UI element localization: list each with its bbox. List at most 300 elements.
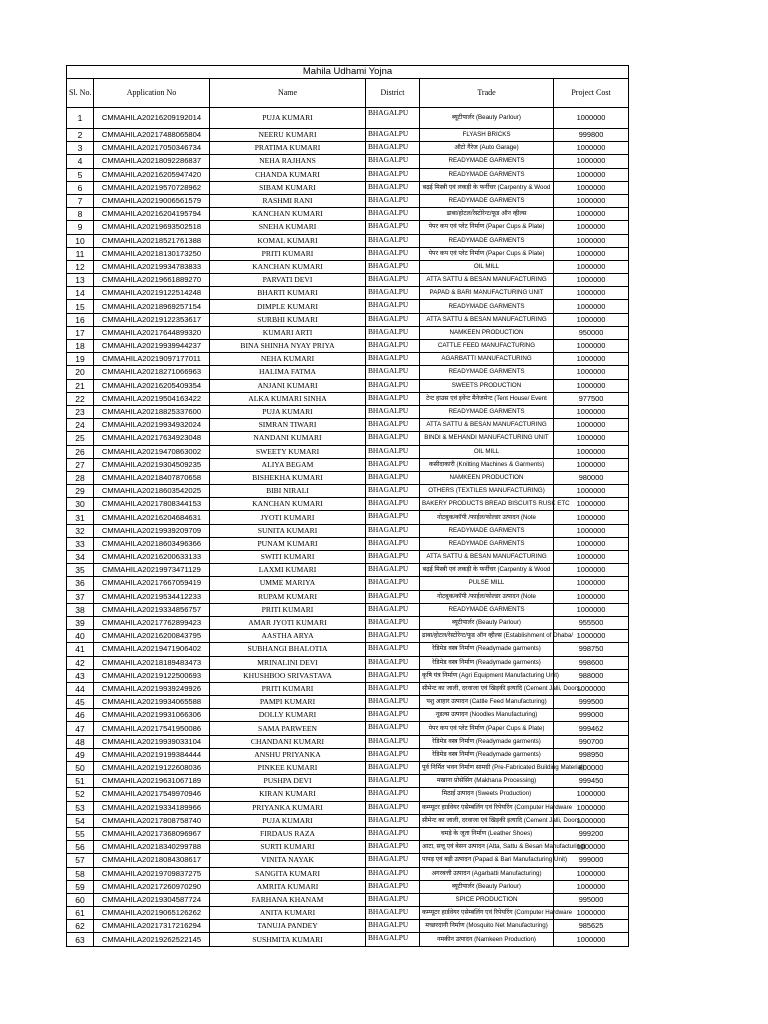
cell-district: BHAGALPU: [366, 274, 420, 287]
table-row: [67, 722, 629, 735]
table-row: [67, 933, 629, 946]
cell-sl-no: 19: [67, 353, 94, 366]
cell-district: BHAGALPU: [366, 709, 420, 722]
cell-sl-no: 7: [67, 194, 94, 207]
cell-trade: READYMADE GARMENTS: [420, 405, 554, 418]
cell-district: BHAGALPU: [366, 221, 420, 234]
cell-district: BHAGALPU: [366, 168, 420, 181]
cell-sl-no: 12: [67, 260, 94, 273]
cell-name: ANSHU PRIYANKA: [210, 748, 366, 761]
cell-trade: ब्यूटीपार्लर (Beauty Parlour): [420, 108, 554, 129]
cell-trade: कृषि यंत्र निर्माण (Agri Equipment Manufacturing Unit): [420, 669, 554, 682]
cell-application-no: CMMAHILA20218603542025: [94, 485, 210, 498]
cell-district: BHAGALPU: [366, 577, 420, 590]
cell-application-no: CMMAHILA20219304509235: [94, 458, 210, 471]
cell-project-cost: 990700: [554, 735, 629, 748]
cell-application-no: CMMAHILA20216205409354: [94, 379, 210, 392]
cell-project-cost: 1000000: [554, 142, 629, 155]
cell-trade: नोटबुक/कॉपी /फाईल/फोल्डर उत्पादन (Note: [420, 590, 554, 603]
cell-trade: BAKERY PRODUCTS BREAD BISCUITS RUSK ETC: [420, 498, 554, 511]
cell-project-cost: 995000: [554, 893, 629, 906]
cell-district: BHAGALPU: [366, 669, 420, 682]
cell-trade: मखाना प्रोसेसिंग (Makhana Processing): [420, 775, 554, 788]
cell-name: KHUSHBOO SRIVASTAVA: [210, 669, 366, 682]
cell-project-cost: 1000000: [554, 814, 629, 827]
cell-trade: OIL MILL: [420, 260, 554, 273]
cell-trade: कम्प्यूटर हार्डवेयर एसेम्बलिंग एवं रिपेयरिंग (Computer Hardware: [420, 801, 554, 814]
cell-district: BHAGALPU: [366, 155, 420, 168]
cell-project-cost: 1000000: [554, 260, 629, 273]
cell-trade: पापड़ एवं बड़ी उत्पादन (Papad & Bari Manufacturing Unit): [420, 854, 554, 867]
cell-sl-no: 4: [67, 155, 94, 168]
cell-sl-no: 39: [67, 616, 94, 629]
cell-name: TANUJA PANDEY: [210, 920, 366, 933]
cell-sl-no: 17: [67, 326, 94, 339]
cell-district: BHAGALPU: [366, 907, 420, 920]
cell-name: ANJANI KUMARI: [210, 379, 366, 392]
cell-name: PAMPI KUMARI: [210, 696, 366, 709]
cell-district: BHAGALPU: [366, 208, 420, 221]
cell-trade: READYMADE GARMENTS: [420, 366, 554, 379]
cell-project-cost: 999462: [554, 722, 629, 735]
cell-trade: ब्यूटीपार्लर (Beauty Parlour): [420, 880, 554, 893]
cell-sl-no: 34: [67, 551, 94, 564]
cell-name: FIRDAUS RAZA: [210, 827, 366, 840]
cell-project-cost: 1000000: [554, 603, 629, 616]
cell-sl-no: 1: [67, 108, 94, 129]
cell-name: RASHMI RANI: [210, 194, 366, 207]
cell-trade: पेपर कप एवं प्लेट निर्माण (Paper Cups & Plate): [420, 221, 554, 234]
cell-trade: READYMADE GARMENTS: [420, 537, 554, 550]
cell-application-no: CMMAHILA20217368096967: [94, 827, 210, 840]
cell-sl-no: 20: [67, 366, 94, 379]
cell-application-no: CMMAHILA20218969257154: [94, 300, 210, 313]
cell-sl-no: 61: [67, 907, 94, 920]
table-row: [67, 893, 629, 906]
cell-district: BHAGALPU: [366, 432, 420, 445]
cell-application-no: CMMAHILA20219693502518: [94, 221, 210, 234]
table-row: [67, 788, 629, 801]
cell-trade: पेपर कप एवं प्लेट निर्माण (Paper Cups & Plate): [420, 722, 554, 735]
cell-district: BHAGALPU: [366, 656, 420, 669]
cell-sl-no: 54: [67, 814, 94, 827]
cell-district: BHAGALPU: [366, 458, 420, 471]
cell-application-no: CMMAHILA20219262522145: [94, 933, 210, 946]
table-row: [67, 827, 629, 840]
cell-sl-no: 60: [67, 893, 94, 906]
cell-application-no: CMMAHILA20219471906402: [94, 643, 210, 656]
cell-sl-no: 36: [67, 577, 94, 590]
cell-trade: रेडिमेड वस्त्र निर्माण (Readymade garments): [420, 643, 554, 656]
cell-application-no: CMMAHILA20218603496366: [94, 537, 210, 550]
cell-trade: नमकीन उत्पादन (Namkeen Production): [420, 933, 554, 946]
cell-district: BHAGALPU: [366, 854, 420, 867]
cell-district: BHAGALPU: [366, 485, 420, 498]
cell-sl-no: 8: [67, 208, 94, 221]
cell-project-cost: 1000000: [554, 419, 629, 432]
cell-trade: ऑटो गैरेज (Auto Garage): [420, 142, 554, 155]
cell-application-no: CMMAHILA20219934065588: [94, 696, 210, 709]
cell-project-cost: 800000: [554, 762, 629, 775]
cell-name: SANGITA KUMARI: [210, 867, 366, 880]
cell-sl-no: 46: [67, 709, 94, 722]
cell-trade: मिठाई उत्पादन (Sweets Production): [420, 788, 554, 801]
cell-application-no: CMMAHILA20216205947420: [94, 168, 210, 181]
cell-name: NEERU KUMARI: [210, 129, 366, 142]
cell-sl-no: 45: [67, 696, 94, 709]
cell-application-no: CMMAHILA20219470863002: [94, 445, 210, 458]
cell-name: KIRAN KUMARI: [210, 788, 366, 801]
table-row: [67, 748, 629, 761]
cell-trade: आटा, सत्तू एवं बेसन उत्पादन (Atta, Sattu & Besan Manufacturing): [420, 841, 554, 854]
cell-application-no: CMMAHILA20219570728962: [94, 181, 210, 194]
cell-project-cost: 1000000: [554, 247, 629, 260]
cell-application-no: CMMAHILA20218407870658: [94, 471, 210, 484]
cell-sl-no: 44: [67, 682, 94, 695]
cell-project-cost: 980000: [554, 471, 629, 484]
cell-project-cost: 1000000: [554, 933, 629, 946]
cell-district: BHAGALPU: [366, 498, 420, 511]
cell-district: BHAGALPU: [366, 814, 420, 827]
table-row: [67, 867, 629, 880]
cell-sl-no: 35: [67, 564, 94, 577]
cell-trade: अगरबत्ती उत्पादन (Agarbatti Manufacturing): [420, 867, 554, 880]
cell-application-no: CMMAHILA20219939944237: [94, 340, 210, 353]
cell-sl-no: 27: [67, 458, 94, 471]
header-trade: Trade: [420, 79, 554, 108]
cell-name: SUSHMITA KUMARI: [210, 933, 366, 946]
cell-project-cost: 985625: [554, 920, 629, 933]
cell-name: SWITI KUMARI: [210, 551, 366, 564]
cell-name: AMRITA KUMARI: [210, 880, 366, 893]
cell-trade: कसीदाकारी (Knitting Machines & Garments): [420, 458, 554, 471]
cell-district: BHAGALPU: [366, 696, 420, 709]
cell-application-no: CMMAHILA20217808758740: [94, 814, 210, 827]
cell-name: FARHANA KHANAM: [210, 893, 366, 906]
cell-district: BHAGALPU: [366, 920, 420, 933]
cell-name: SUBHANGI BHALOTIA: [210, 643, 366, 656]
cell-application-no: CMMAHILA20219334189966: [94, 801, 210, 814]
cell-project-cost: 1000000: [554, 564, 629, 577]
cell-name: PUJA KUMARI: [210, 108, 366, 129]
cell-sl-no: 33: [67, 537, 94, 550]
cell-trade: बढ़ई मिस्त्री एवं लकड़ी के फर्नीचर (Carpentry & Wood: [420, 181, 554, 194]
table-row: [67, 524, 629, 537]
table-row: [67, 854, 629, 867]
cell-sl-no: 14: [67, 287, 94, 300]
cell-sl-no: 42: [67, 656, 94, 669]
cell-sl-no: 53: [67, 801, 94, 814]
cell-district: BHAGALPU: [366, 260, 420, 273]
cell-sl-no: 5: [67, 168, 94, 181]
cell-district: BHAGALPU: [366, 313, 420, 326]
cell-district: BHAGALPU: [366, 630, 420, 643]
cell-application-no: CMMAHILA20219334856757: [94, 603, 210, 616]
cell-district: BHAGALPU: [366, 524, 420, 537]
cell-trade: FLYASH BRICKS: [420, 129, 554, 142]
cell-trade: बढ़ई मिस्त्री एवं लकड़ी के फर्नीचर (Carpentry & Wood: [420, 564, 554, 577]
cell-trade: READYMADE GARMENTS: [420, 234, 554, 247]
table-row: [67, 458, 629, 471]
cell-project-cost: 1000000: [554, 907, 629, 920]
cell-sl-no: 59: [67, 880, 94, 893]
cell-sl-no: 22: [67, 392, 94, 405]
cell-project-cost: 977500: [554, 392, 629, 405]
cell-project-cost: 999450: [554, 775, 629, 788]
cell-name: JYOTI KUMARI: [210, 511, 366, 524]
cell-project-cost: 1000000: [554, 485, 629, 498]
cell-application-no: CMMAHILA20217541950086: [94, 722, 210, 735]
cell-district: BHAGALPU: [366, 880, 420, 893]
cell-trade: NAMKEEN PRODUCTION: [420, 471, 554, 484]
cell-trade: READYMADE GARMENTS: [420, 168, 554, 181]
cell-application-no: CMMAHILA20217488065804: [94, 129, 210, 142]
cell-district: BHAGALPU: [366, 827, 420, 840]
cell-name: PUJA KUMARI: [210, 814, 366, 827]
cell-application-no: CMMAHILA20218271066963: [94, 366, 210, 379]
cell-name: SAMA PARWEEN: [210, 722, 366, 735]
cell-district: BHAGALPU: [366, 405, 420, 418]
cell-name: AMAR JYOTI KUMARI: [210, 616, 366, 629]
cell-project-cost: 1000000: [554, 353, 629, 366]
table-row: [67, 181, 629, 194]
cell-sl-no: 25: [67, 432, 94, 445]
cell-project-cost: 1000000: [554, 682, 629, 695]
cell-trade: चमड़े के जूता निर्माण (Leather Shoes): [420, 827, 554, 840]
cell-name: CHANDANI KUMARI: [210, 735, 366, 748]
cell-sl-no: 24: [67, 419, 94, 432]
cell-district: BHAGALPU: [366, 841, 420, 854]
cell-project-cost: 1000000: [554, 208, 629, 221]
cell-name: NEHA KUMARI: [210, 353, 366, 366]
cell-project-cost: 1000000: [554, 801, 629, 814]
cell-sl-no: 51: [67, 775, 94, 788]
cell-project-cost: 1000000: [554, 287, 629, 300]
cell-project-cost: 1000000: [554, 405, 629, 418]
cell-district: BHAGALPU: [366, 234, 420, 247]
cell-trade: ढाबा/होटल/रेस्टोरेन्ट/फूड ऑन व्हील्स: [420, 208, 554, 221]
table-row: [67, 564, 629, 577]
cell-application-no: CMMAHILA20219661889270: [94, 274, 210, 287]
cell-application-no: CMMAHILA20218084308617: [94, 854, 210, 867]
table-row: [67, 300, 629, 313]
cell-project-cost: 999000: [554, 709, 629, 722]
table-row: [67, 603, 629, 616]
cell-application-no: CMMAHILA20218340299788: [94, 841, 210, 854]
table-row: [67, 392, 629, 405]
cell-application-no: CMMAHILA20219931066306: [94, 709, 210, 722]
table-body: [67, 108, 629, 947]
cell-name: ALKA KUMARI SINHA: [210, 392, 366, 405]
table-row: [67, 379, 629, 392]
cell-district: BHAGALPU: [366, 590, 420, 603]
table-row: [67, 221, 629, 234]
cell-sl-no: 9: [67, 221, 94, 234]
cell-sl-no: 57: [67, 854, 94, 867]
cell-project-cost: 998750: [554, 643, 629, 656]
cell-application-no: CMMAHILA20219065126262: [94, 907, 210, 920]
cell-trade: पशु आहार उत्पादन (Cattle Feed Manufacturing): [420, 696, 554, 709]
cell-application-no: CMMAHILA20216209192014: [94, 108, 210, 129]
cell-project-cost: 1000000: [554, 590, 629, 603]
cell-application-no: CMMAHILA20218521761388: [94, 234, 210, 247]
cell-trade: मच्छरदानी निर्माण (Mosquito Net Manufacturing): [420, 920, 554, 933]
cell-project-cost: 955500: [554, 616, 629, 629]
table-row: [67, 511, 629, 524]
cell-district: BHAGALPU: [366, 788, 420, 801]
table-row: [67, 498, 629, 511]
cell-name: PRITI KUMARI: [210, 603, 366, 616]
cell-district: BHAGALPU: [366, 537, 420, 550]
cell-trade: कम्प्यूटर हार्डवेयर एसेम्बलिंग एवं रिपेयरिंग (Computer Hardware: [420, 907, 554, 920]
cell-trade: READYMADE GARMENTS: [420, 194, 554, 207]
cell-project-cost: 999200: [554, 827, 629, 840]
cell-name: ALIYA BEGAM: [210, 458, 366, 471]
table-row: [67, 841, 629, 854]
cell-project-cost: 1000000: [554, 537, 629, 550]
cell-project-cost: 1000000: [554, 880, 629, 893]
cell-application-no: CMMAHILA20219973471129: [94, 564, 210, 577]
cell-application-no: CMMAHILA20219122353617: [94, 313, 210, 326]
table-row: [67, 168, 629, 181]
cell-district: BHAGALPU: [366, 933, 420, 946]
cell-name: KANCHAN KUMARI: [210, 498, 366, 511]
table-row: [67, 577, 629, 590]
cell-name: SIBAM KUMARI: [210, 181, 366, 194]
cell-district: BHAGALPU: [366, 603, 420, 616]
cell-name: NANDANI KUMARI: [210, 432, 366, 445]
cell-project-cost: 1000000: [554, 313, 629, 326]
cell-name: SIMRAN TIWARI: [210, 419, 366, 432]
cell-district: BHAGALPU: [366, 893, 420, 906]
cell-sl-no: 32: [67, 524, 94, 537]
cell-project-cost: 1000000: [554, 221, 629, 234]
cell-application-no: CMMAHILA20219939209709: [94, 524, 210, 537]
table-row: [67, 366, 629, 379]
cell-district: BHAGALPU: [366, 616, 420, 629]
cell-district: BHAGALPU: [366, 551, 420, 564]
cell-name: PARVATI DEVI: [210, 274, 366, 287]
cell-application-no: CMMAHILA20217644899320: [94, 326, 210, 339]
cell-application-no: CMMAHILA20217808344153: [94, 498, 210, 511]
cell-application-no: CMMAHILA20216204684631: [94, 511, 210, 524]
cell-sl-no: 15: [67, 300, 94, 313]
cell-name: ANITA KUMARI: [210, 907, 366, 920]
cell-district: BHAGALPU: [366, 379, 420, 392]
cell-district: BHAGALPU: [366, 419, 420, 432]
cell-district: BHAGALPU: [366, 762, 420, 775]
table-row: [67, 260, 629, 273]
cell-sl-no: 49: [67, 748, 94, 761]
cell-application-no: CMMAHILA20219939033104: [94, 735, 210, 748]
cell-application-no: CMMAHILA20218189483473: [94, 656, 210, 669]
cell-name: SURBHI KUMARI: [210, 313, 366, 326]
cell-district: BHAGALPU: [366, 142, 420, 155]
table-row: [67, 313, 629, 326]
cell-trade: ढाबा/होटल/रेस्टोरेन्ट/फूड ऑन व्हील्स (Establishment of Dhaba/: [420, 630, 554, 643]
cell-trade: सीमेन्ट का जाली, दरवाजा एवं खिड़की इत्यादि (Cement Jalli, Doors,: [420, 814, 554, 827]
cell-district: BHAGALPU: [366, 300, 420, 313]
cell-trade: टेन्ट हाउस एवं इवेंन्ट मैनेजमेन्ट (Tent House/ Event: [420, 392, 554, 405]
cell-trade: NAMKEEN PRODUCTION: [420, 326, 554, 339]
cell-name: PINKEE KUMARI: [210, 762, 366, 775]
cell-application-no: CMMAHILA20216200843795: [94, 630, 210, 643]
cell-application-no: CMMAHILA20217762899423: [94, 616, 210, 629]
cell-name: KOMAL KUMARI: [210, 234, 366, 247]
cell-district: BHAGALPU: [366, 867, 420, 880]
cell-application-no: CMMAHILA20219534412233: [94, 590, 210, 603]
cell-application-no: CMMAHILA20218130173250: [94, 247, 210, 260]
cell-trade: READYMADE GARMENTS: [420, 155, 554, 168]
cell-application-no: CMMAHILA20217549970946: [94, 788, 210, 801]
cell-trade: PAPAD & BARI MANUFACTURING UNIT: [420, 287, 554, 300]
cell-district: BHAGALPU: [366, 340, 420, 353]
cell-name: PRITI KUMARI: [210, 682, 366, 695]
cell-project-cost: 1000000: [554, 340, 629, 353]
cell-project-cost: 988000: [554, 669, 629, 682]
cell-trade: रेडिमेड वस्त्र निर्माण (Readymade garments): [420, 735, 554, 748]
cell-name: VINITA NAYAK: [210, 854, 366, 867]
table-row: [67, 108, 629, 129]
cell-name: PRITI KUMARI: [210, 247, 366, 260]
cell-sl-no: 63: [67, 933, 94, 946]
cell-district: BHAGALPU: [366, 287, 420, 300]
cell-application-no: CMMAHILA20216204195794: [94, 208, 210, 221]
table-row: [67, 326, 629, 339]
cell-project-cost: 1000000: [554, 577, 629, 590]
cell-application-no: CMMAHILA20217317216294: [94, 920, 210, 933]
header-name: Name: [210, 79, 366, 108]
cell-sl-no: 43: [67, 669, 94, 682]
cell-application-no: CMMAHILA20219934783833: [94, 260, 210, 273]
cell-project-cost: 1000000: [554, 788, 629, 801]
table-row: [67, 445, 629, 458]
cell-application-no: CMMAHILA20219631067189: [94, 775, 210, 788]
cell-trade: AGARBATTI MANUFACTURING: [420, 353, 554, 366]
cell-district: BHAGALPU: [366, 326, 420, 339]
cell-application-no: CMMAHILA20219709837275: [94, 867, 210, 880]
cell-sl-no: 38: [67, 603, 94, 616]
cell-name: SURTI KUMARI: [210, 841, 366, 854]
cell-district: BHAGALPU: [366, 129, 420, 142]
cell-sl-no: 41: [67, 643, 94, 656]
cell-project-cost: 998950: [554, 748, 629, 761]
cell-name: HALIMA FATMA: [210, 366, 366, 379]
table-row: [67, 630, 629, 643]
cell-application-no: CMMAHILA20219504163422: [94, 392, 210, 405]
cell-trade: नोटबुक/कॉपी /फाईल/फोल्डर उत्पादन (Note: [420, 511, 554, 524]
table-row: [67, 194, 629, 207]
cell-name: SNEHA KUMARI: [210, 221, 366, 234]
table-row: [67, 696, 629, 709]
table-row: [67, 775, 629, 788]
cell-district: BHAGALPU: [366, 471, 420, 484]
cell-name: PRIYANKA KUMARI: [210, 801, 366, 814]
cell-sl-no: 52: [67, 788, 94, 801]
cell-sl-no: 40: [67, 630, 94, 643]
cell-trade: PULSE MILL: [420, 577, 554, 590]
cell-project-cost: 999000: [554, 854, 629, 867]
cell-sl-no: 10: [67, 234, 94, 247]
cell-sl-no: 2: [67, 129, 94, 142]
cell-sl-no: 16: [67, 313, 94, 326]
cell-project-cost: 1000000: [554, 551, 629, 564]
table-row: [67, 669, 629, 682]
cell-trade: सीमेन्ट का जाली, दरवाजा एवं खिड़की इत्यादि (Cement Jalli, Doors,: [420, 682, 554, 695]
cell-district: BHAGALPU: [366, 564, 420, 577]
cell-application-no: CMMAHILA20219304587724: [94, 893, 210, 906]
table-row: [67, 471, 629, 484]
